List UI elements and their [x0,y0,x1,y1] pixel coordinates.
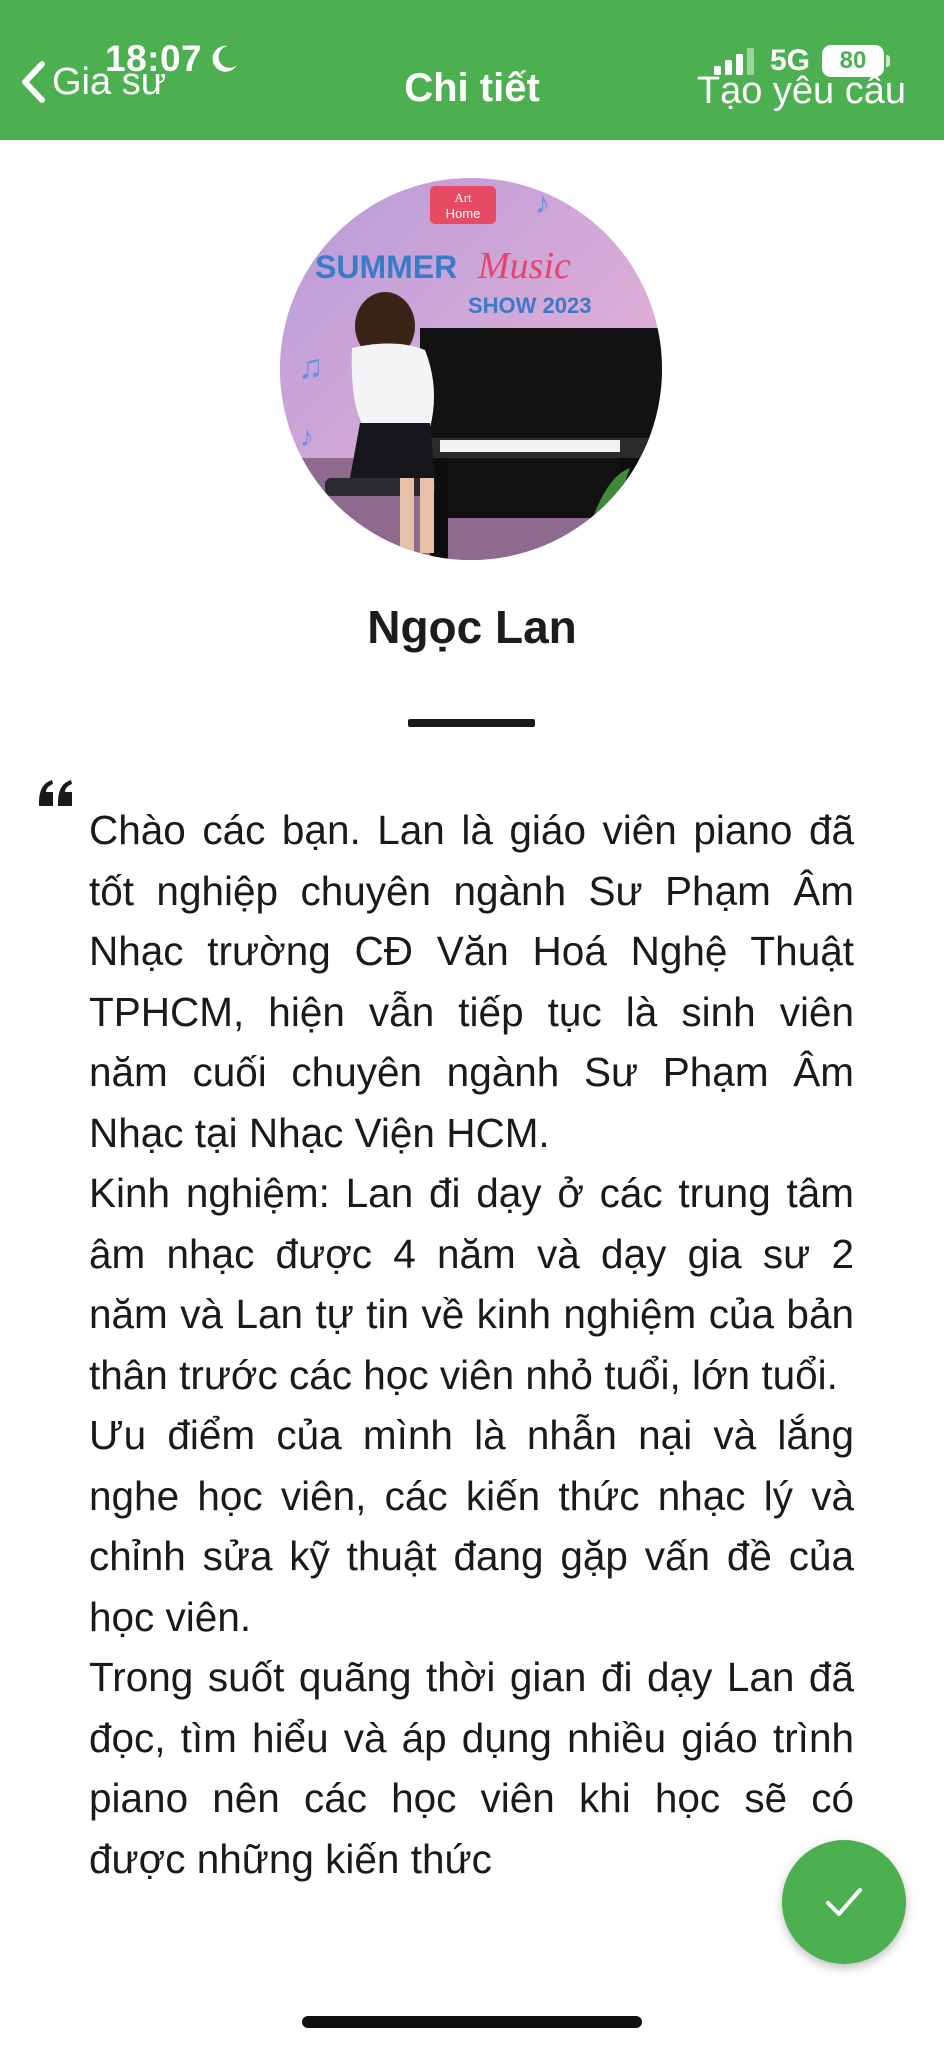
avatar [280,178,662,560]
page-title: Chi tiết [404,66,540,110]
avatar-title-summer: SUMMER [315,249,458,285]
tutor-bio [89,800,854,1968]
network-type: 5G [769,44,810,77]
confirm-button[interactable] [782,1840,906,1964]
svg-text:♪: ♪ [535,187,550,220]
avatar-brand-art: Art [454,190,472,205]
quote-icon [36,772,76,812]
check-icon [822,1880,866,1924]
create-request-button[interactable]: Tạo yêu cầu [696,70,906,112]
tutor-name: Ngọc Lan [367,601,577,653]
battery-tip [886,55,890,67]
avatar-brand-home: Home [445,206,481,221]
status-time: 18:07 [105,38,203,79]
back-label: Gia sư [52,60,167,103]
svg-text:♪: ♪ [300,421,314,452]
home-indicator[interactable] [302,2016,642,2028]
bio-paragraph: Trong suốt quãng thời gian đi dạy Lan đã đọc, tìm hiểu và áp dụng nhiều giáo trình piano nên các học viên khi học sẽ có được những kiến thức [89,1654,854,1882]
bio-paragraph: Kinh nghiệm: Lan đi dạy ở các trung tâm âm nhạc được 4 năm và dạy gia sư 2 năm và Lan tự tin về kinh nghiệm của bản thân trước các học viên nhỏ tuổi, lớn tuổi. [89,1170,854,1398]
bio-paragraph: Chào các bạn. Lan là giáo viên piano đã tốt nghiệp chuyên ngành Sư Phạm Âm Nhạc trường CĐ Văn Hoá Nghệ Thuật TPHCM, hiện vẫn tiếp tục là sinh viên năm cuối chuyên ngành Sư Phạm Âm Nhạc tại Nhạc Viện HCM. [89,807,854,1156]
svg-text:♫: ♫ [298,348,324,386]
avatar-photo [280,178,662,560]
avatar-title-music: Music [478,245,571,287]
bio-paragraph: Ưu điểm của mình là nhẫn nại và lắng nghe học viên, các kiến thức nhạc lý và chỉnh sửa kỹ thuật đang gặp vấn đề của học viên. [89,1412,854,1640]
battery-level: 80 [839,47,867,74]
avatar-title-show: SHOW 2023 [468,293,592,318]
navigation-bar [0,0,944,140]
title-divider [408,719,535,727]
